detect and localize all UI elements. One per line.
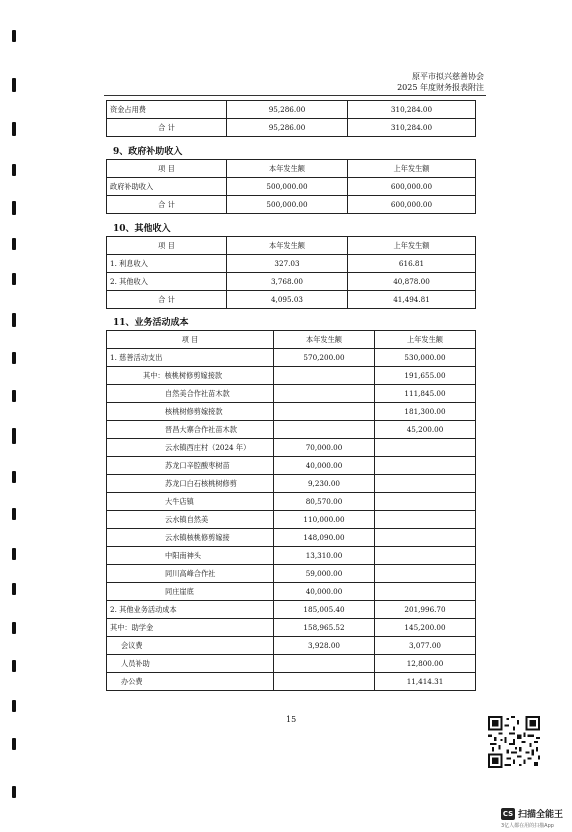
header-prior: 上年发生额 — [348, 160, 476, 178]
cell-current: 59,000.00 — [274, 565, 375, 583]
cell-current: 148,090.00 — [274, 529, 375, 547]
table-row — [107, 511, 476, 529]
table-row — [107, 619, 476, 637]
table-activity-cost — [106, 330, 476, 691]
table-gov-subsidy — [106, 159, 476, 214]
cell-prior: 3,077.00 — [375, 637, 476, 655]
cell-prior: 11,414.31 — [375, 673, 476, 691]
table-row — [107, 457, 476, 475]
table-row — [107, 403, 476, 421]
table-row — [107, 529, 476, 547]
table-row — [107, 673, 476, 691]
table-other-income — [106, 236, 476, 309]
cell-prior: 600,000.00 — [348, 178, 476, 196]
cell-prior — [375, 547, 476, 565]
cell-current: 40,000.00 — [274, 457, 375, 475]
cell-prior — [375, 511, 476, 529]
section-title-gov-subsidy: 9、政府补助收入 — [113, 147, 183, 157]
header-rule — [104, 95, 486, 96]
cell-item: 云水镇核桃修剪嫁接 — [107, 529, 274, 547]
cell-current: 327.03 — [227, 255, 348, 273]
section-title-other-income: 10、其他收入 — [113, 224, 171, 234]
cell-item: 苏龙口白石核桃树修剪 — [107, 475, 274, 493]
cell-prior: 41,494.81 — [348, 291, 476, 309]
header-item: 项 目 — [107, 331, 274, 349]
cell-item: 办公费 — [107, 673, 274, 691]
cell-prior: 145,200.00 — [375, 619, 476, 637]
cell-prior: 616.81 — [348, 255, 476, 273]
table-row — [107, 565, 476, 583]
header-prior: 上年发生额 — [375, 331, 476, 349]
cell-current: 185,005.40 — [274, 601, 375, 619]
table-row — [107, 601, 476, 619]
cell-item: 中阳南神头 — [107, 547, 274, 565]
cell-item: 其中：核桃树修剪嫁接款 — [107, 367, 274, 385]
cell-prior: 310,284.00 — [348, 101, 476, 119]
cell-prior: 310,284.00 — [348, 119, 476, 137]
cell-item: 合 计 — [107, 196, 227, 214]
table-row — [107, 583, 476, 601]
cell-prior: 111,845.00 — [375, 385, 476, 403]
cell-prior — [375, 475, 476, 493]
table-row — [107, 493, 476, 511]
table-row — [107, 655, 476, 673]
table-row-total — [107, 196, 476, 214]
header-current: 本年发生额 — [274, 331, 375, 349]
cell-item: 云水镇西庄村（2024 年） — [107, 439, 274, 457]
header-item: 项 目 — [107, 160, 227, 178]
cell-prior: 530,000.00 — [375, 349, 476, 367]
table-row — [107, 349, 476, 367]
cell-current: 4,095.03 — [227, 291, 348, 309]
table-row — [107, 475, 476, 493]
cell-current — [274, 367, 375, 385]
table-row — [107, 367, 476, 385]
cell-prior — [375, 565, 476, 583]
cell-item: 晋昌大寨合作社苗木款 — [107, 421, 274, 439]
table-row-total — [107, 291, 476, 309]
cell-item: 云水镇自然美 — [107, 511, 274, 529]
qr-code-icon — [488, 716, 540, 768]
cell-item: 1. 利息收入 — [107, 255, 227, 273]
table-row-total — [107, 119, 476, 137]
cell-current: 158,965.52 — [274, 619, 375, 637]
cell-current: 40,000.00 — [274, 583, 375, 601]
cell-current: 80,570.00 — [274, 493, 375, 511]
cell-item: 2. 其他收入 — [107, 273, 227, 291]
cell-item: 人员补助 — [107, 655, 274, 673]
cell-current: 70,000.00 — [274, 439, 375, 457]
doc-header-org: 原平市拟兴慈善协会 — [412, 72, 484, 81]
cell-prior: 600,000.00 — [348, 196, 476, 214]
cell-prior — [375, 493, 476, 511]
cell-current: 110,000.00 — [274, 511, 375, 529]
cell-prior — [375, 457, 476, 475]
table-header-row — [107, 237, 476, 255]
cell-current — [274, 403, 375, 421]
header-current: 本年发生额 — [227, 160, 348, 178]
camscanner-logo: CS — [502, 810, 514, 818]
cell-current: 13,310.00 — [274, 547, 375, 565]
table-header-row — [107, 331, 476, 349]
camscanner-tagline: 3亿人都在用的扫描App — [501, 823, 554, 829]
cell-prior: 191,655.00 — [375, 367, 476, 385]
cell-current: 9,230.00 — [274, 475, 375, 493]
cell-prior: 181,300.00 — [375, 403, 476, 421]
cell-item: 苏龙口辛腔酸枣树苗 — [107, 457, 274, 475]
cell-item: 1. 慈善活动支出 — [107, 349, 274, 367]
cell-prior: 45,200.00 — [375, 421, 476, 439]
cell-item: 其中：助学金 — [107, 619, 274, 637]
cell-item: 资金占用费 — [107, 101, 227, 119]
cell-item: 会议费 — [107, 637, 274, 655]
table-row — [107, 273, 476, 291]
header-prior: 上年发生额 — [348, 237, 476, 255]
cell-item: 同庄崖底 — [107, 583, 274, 601]
table-header-row — [107, 160, 476, 178]
cell-current: 95,286.00 — [227, 119, 348, 137]
cell-item: 自然美合作社苗木款 — [107, 385, 274, 403]
cell-current: 3,768.00 — [227, 273, 348, 291]
cell-current: 500,000.00 — [227, 178, 348, 196]
cell-current — [274, 655, 375, 673]
cell-prior: 12,800.00 — [375, 655, 476, 673]
cell-item: 核桃树修剪嫁接款 — [107, 403, 274, 421]
cell-prior: 40,878.00 — [348, 273, 476, 291]
cell-current: 500,000.00 — [227, 196, 348, 214]
table-row — [107, 255, 476, 273]
cell-item: 合 计 — [107, 291, 227, 309]
cell-item: 合 计 — [107, 119, 227, 137]
cell-item: 政府补助收入 — [107, 178, 227, 196]
table-row — [107, 547, 476, 565]
camscanner-brand: 扫描全能王 — [518, 810, 564, 820]
table-row — [107, 385, 476, 403]
table-interest-expense — [106, 100, 476, 137]
cell-item: 同川高峰合作社 — [107, 565, 274, 583]
table-row — [107, 637, 476, 655]
cell-prior — [375, 439, 476, 457]
cell-current — [274, 673, 375, 691]
section-title-activity-cost: 11、业务活动成本 — [113, 318, 189, 328]
cell-prior — [375, 583, 476, 601]
cell-item: 大牛店镇 — [107, 493, 274, 511]
doc-header-title: 2025 年度财务报表附注 — [397, 83, 484, 92]
table-row — [107, 178, 476, 196]
cell-current: 570,200.00 — [274, 349, 375, 367]
cell-current — [274, 385, 375, 403]
table-row — [107, 439, 476, 457]
cell-current: 95,286.00 — [227, 101, 348, 119]
cell-prior: 201,996.70 — [375, 601, 476, 619]
header-current: 本年发生额 — [227, 237, 348, 255]
header-item: 项 目 — [107, 237, 227, 255]
cell-current — [274, 421, 375, 439]
cell-item: 2. 其他业务活动成本 — [107, 601, 274, 619]
cell-prior — [375, 529, 476, 547]
cell-current: 3,928.00 — [274, 637, 375, 655]
page-number: 15 — [286, 715, 297, 724]
table-row — [107, 421, 476, 439]
table-row — [107, 101, 476, 119]
